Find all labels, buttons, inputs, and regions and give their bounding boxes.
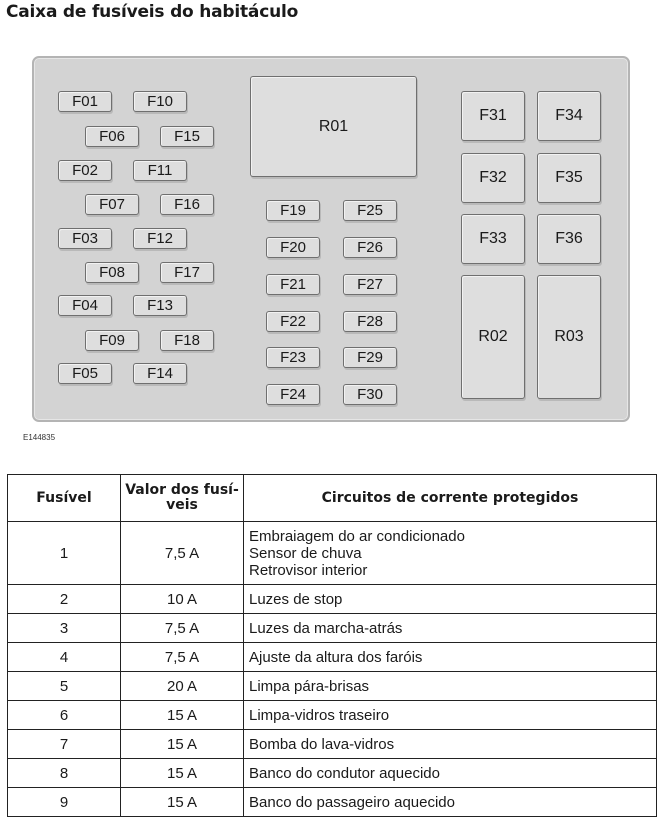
fuse-number: 9: [8, 788, 121, 817]
fuse-f03: F03: [58, 228, 112, 249]
page-title: Caixa de fusíveis do habitáculo: [6, 2, 299, 22]
table-header-row: [8, 475, 657, 522]
fuse-table: [7, 474, 657, 817]
fuse-circuits: Limpa-vidros traseiro: [244, 701, 657, 730]
relay-r03: R03: [537, 275, 601, 399]
fuse-number: 8: [8, 759, 121, 788]
table-row: [8, 643, 657, 672]
fuse-f28: F28: [343, 311, 397, 332]
fuse-rating: 15 A: [121, 788, 244, 817]
fuse-f14: F14: [133, 363, 187, 384]
fuse-f26: F26: [343, 237, 397, 258]
fuse-circuits: Luzes de stop: [244, 585, 657, 614]
fuse-f35: F35: [537, 153, 601, 203]
fuse-rating: 20 A: [121, 672, 244, 701]
fuse-number: 2: [8, 585, 121, 614]
fuse-f09: F09: [85, 330, 139, 351]
circuit-line: Retrovisor interior: [249, 561, 368, 579]
fuse-f08: F08: [85, 262, 139, 283]
fuse-number: 5: [8, 672, 121, 701]
fuse-number: 4: [8, 643, 121, 672]
table-row: [8, 672, 657, 701]
fuse-circuits: Bomba do lava-vidros: [244, 730, 657, 759]
fuse-f12: F12: [133, 228, 187, 249]
table-row: [8, 614, 657, 643]
fuse-rating: 10 A: [121, 585, 244, 614]
fuse-circuits: Limpa pára-brisas: [244, 672, 657, 701]
fuse-f31: F31: [461, 91, 525, 141]
fuse-f29: F29: [343, 347, 397, 368]
circuit-line: Embraiagem do ar condicionado: [249, 527, 465, 545]
header-fuse: Fusível: [8, 475, 121, 522]
fuse-number: 1: [8, 522, 121, 585]
header-rating-line1: Valor dos fusí-: [125, 482, 239, 498]
fuse-circuits: Banco do condutor aquecido: [244, 759, 657, 788]
fuse-f20: F20: [266, 237, 320, 258]
fuse-rating: 15 A: [121, 759, 244, 788]
table-row: [8, 585, 657, 614]
fuse-rating: 15 A: [121, 730, 244, 759]
fuse-f16: F16: [160, 194, 214, 215]
fuse-f23: F23: [266, 347, 320, 368]
fuse-f17: F17: [160, 262, 214, 283]
table-row: [8, 701, 657, 730]
fuse-rating: 7,5 A: [121, 643, 244, 672]
relay-r01: R01: [250, 76, 417, 177]
fuse-f25: F25: [343, 200, 397, 221]
fuse-f04: F04: [58, 295, 112, 316]
fuse-f13: F13: [133, 295, 187, 316]
fuse-rating: 7,5 A: [121, 522, 244, 585]
fuse-f30: F30: [343, 384, 397, 405]
header-circuits: Circuitos de corrente protegidos: [244, 475, 657, 522]
fuse-f21: F21: [266, 274, 320, 295]
fuse-f02: F02: [58, 160, 112, 181]
table-row: [8, 522, 657, 585]
table-row: [8, 788, 657, 817]
fuse-circuits: Luzes da marcha-atrás: [244, 614, 657, 643]
relay-r02: R02: [461, 275, 525, 399]
fuse-f33: F33: [461, 214, 525, 264]
fuse-rating: 15 A: [121, 701, 244, 730]
fuse-number: 6: [8, 701, 121, 730]
fuse-circuits: [244, 522, 657, 585]
fuse-f27: F27: [343, 274, 397, 295]
fuse-f11: F11: [133, 160, 187, 181]
fuse-f01: F01: [58, 91, 112, 112]
header-rating: [121, 475, 244, 522]
fuse-circuits: Ajuste da altura dos faróis: [244, 643, 657, 672]
fuse-f10: F10: [133, 91, 187, 112]
fuse-f15: F15: [160, 126, 214, 147]
fuse-f22: F22: [266, 311, 320, 332]
fuse-f18: F18: [160, 330, 214, 351]
fuse-number: 7: [8, 730, 121, 759]
fuse-f05: F05: [58, 363, 112, 384]
fuse-f32: F32: [461, 153, 525, 203]
table-row: [8, 730, 657, 759]
fuse-f24: F24: [266, 384, 320, 405]
fuse-f34: F34: [537, 91, 601, 141]
fuse-f19: F19: [266, 200, 320, 221]
fuse-rating: 7,5 A: [121, 614, 244, 643]
fuse-f06: F06: [85, 126, 139, 147]
fuse-circuits: Banco do passageiro aquecido: [244, 788, 657, 817]
fuse-f36: F36: [537, 214, 601, 264]
header-rating-line2: veis: [166, 497, 198, 513]
circuit-line: Sensor de chuva: [249, 544, 362, 562]
table-row: [8, 759, 657, 788]
fuse-f07: F07: [85, 194, 139, 215]
fuse-number: 3: [8, 614, 121, 643]
figure-code: E144835: [23, 433, 56, 442]
